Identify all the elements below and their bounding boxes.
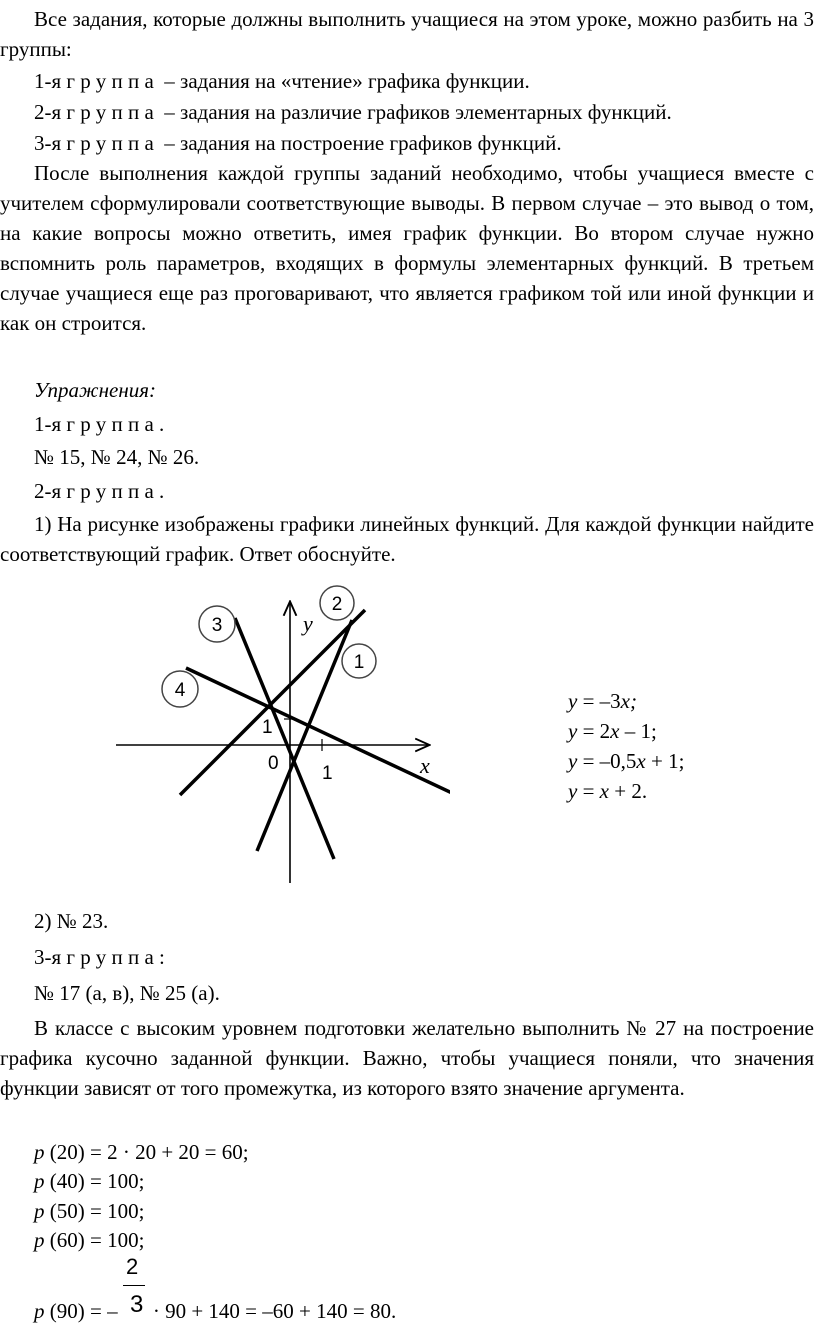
group-desc: – задания на построение графиков функций. bbox=[159, 131, 562, 155]
advanced-paragraph: В классе с высоким уровнем подготовки желательно выполнить № 27 на построение графика кусочно заданной функции. Важно, чтобы учащиеся поняли, что значения функции зависят от того промежутка, из которого взято значение аргумента. bbox=[0, 1016, 814, 1100]
badge-3-label: 3 bbox=[211, 615, 223, 636]
equation-2: y = 2x – 1; bbox=[568, 719, 657, 743]
group-2-line bbox=[34, 97, 672, 127]
group-word: группа bbox=[66, 945, 160, 969]
group-number: 2-я bbox=[34, 479, 62, 503]
equation-3: y = –0,5x + 1; bbox=[568, 749, 685, 773]
group-number: 1-я bbox=[34, 69, 62, 93]
group-word: группа bbox=[66, 412, 160, 436]
calc-line-4: p (60) = 100; bbox=[34, 1228, 145, 1252]
badge-2-label: 2 bbox=[331, 594, 343, 615]
group-number: 1-я bbox=[34, 412, 62, 436]
group-number: 3-я bbox=[34, 945, 62, 969]
y-axis-label: y bbox=[303, 611, 313, 636]
group-word: группа bbox=[66, 100, 160, 124]
x-tick-label: 1 bbox=[322, 763, 333, 784]
group-3-tasks: № 17 (а, в), № 25 (а). bbox=[34, 981, 220, 1005]
equation-4: y = x + 2. bbox=[568, 779, 648, 803]
group-3-line bbox=[34, 128, 562, 158]
group-end: : bbox=[159, 945, 165, 969]
fraction-denominator: 3 bbox=[130, 1291, 144, 1318]
badge-2 bbox=[320, 586, 354, 620]
badge-4-label: 4 bbox=[174, 680, 186, 701]
group-number: 2-я bbox=[34, 100, 62, 124]
badge-1 bbox=[342, 644, 376, 678]
calc-line-3: p (50) = 100; bbox=[34, 1199, 145, 1223]
y-tick-label: 1 bbox=[262, 717, 273, 738]
group-2-task-2: 2) № 23. bbox=[34, 909, 109, 933]
group-end: . bbox=[159, 479, 165, 503]
group-1-tasks: № 15, № 24, № 26. bbox=[34, 445, 200, 469]
group-1-line bbox=[34, 66, 530, 96]
intro-paragraph: Все задания, которые должны выполнить учащиеся на этом уроке, можно разбить на 3 группы: bbox=[0, 7, 814, 61]
fraction-bar bbox=[123, 1285, 145, 1286]
x-axis-label: x bbox=[420, 753, 430, 778]
group-desc: – задания на «чтение» графика функции. bbox=[159, 69, 530, 93]
origin-label: 0 bbox=[268, 753, 279, 774]
linear-functions-graph bbox=[100, 583, 450, 898]
fraction-numerator: 2 bbox=[126, 1254, 139, 1279]
graph-line-4 bbox=[186, 668, 450, 794]
badge-4 bbox=[162, 671, 198, 707]
calc-line-2: p (40) = 100; bbox=[34, 1169, 145, 1193]
badge-3 bbox=[199, 606, 235, 642]
group-2-task-1: 1) На рисунке изображены графики линейных функций. Для каждой функции найдите соответствующий график. Ответ обоснуйте. bbox=[0, 512, 814, 566]
equation-1: y = –3x; bbox=[568, 689, 637, 713]
group-end: . bbox=[159, 412, 165, 436]
group-word: группа bbox=[66, 69, 160, 93]
group-2-heading bbox=[34, 476, 164, 506]
group-desc: – задания на различие графиков элементарных функций. bbox=[159, 100, 672, 124]
group-3-heading bbox=[34, 942, 165, 972]
conclusion-paragraph: После выполнения каждой группы заданий необходимо, чтобы учащиеся вместе с учителем сформулировали соответствующие выводы. В первом случае – это вывод о том, на какие вопросы можно ответить, имея график функции. Во втором случае нужно вспомнить роль параметров, входящих в формулы элементарных функций. В третьем случае учащиеся еще раз проговаривают, что является графиком той или иной функции и как он строится. bbox=[0, 161, 814, 335]
badge-1-label: 1 bbox=[353, 652, 365, 673]
calc-line-1: p (20) = 2 · 20 + 20 = 60; bbox=[34, 1140, 249, 1164]
exercises-heading: Упражнения: bbox=[34, 378, 156, 402]
group-1-heading bbox=[34, 409, 164, 439]
group-number: 3-я bbox=[34, 131, 62, 155]
group-word: группа bbox=[66, 479, 160, 503]
group-word: группа bbox=[66, 131, 160, 155]
calc-line-5: p (90) = – · 90 + 140 = –60 + 140 = 80. bbox=[34, 1299, 397, 1323]
